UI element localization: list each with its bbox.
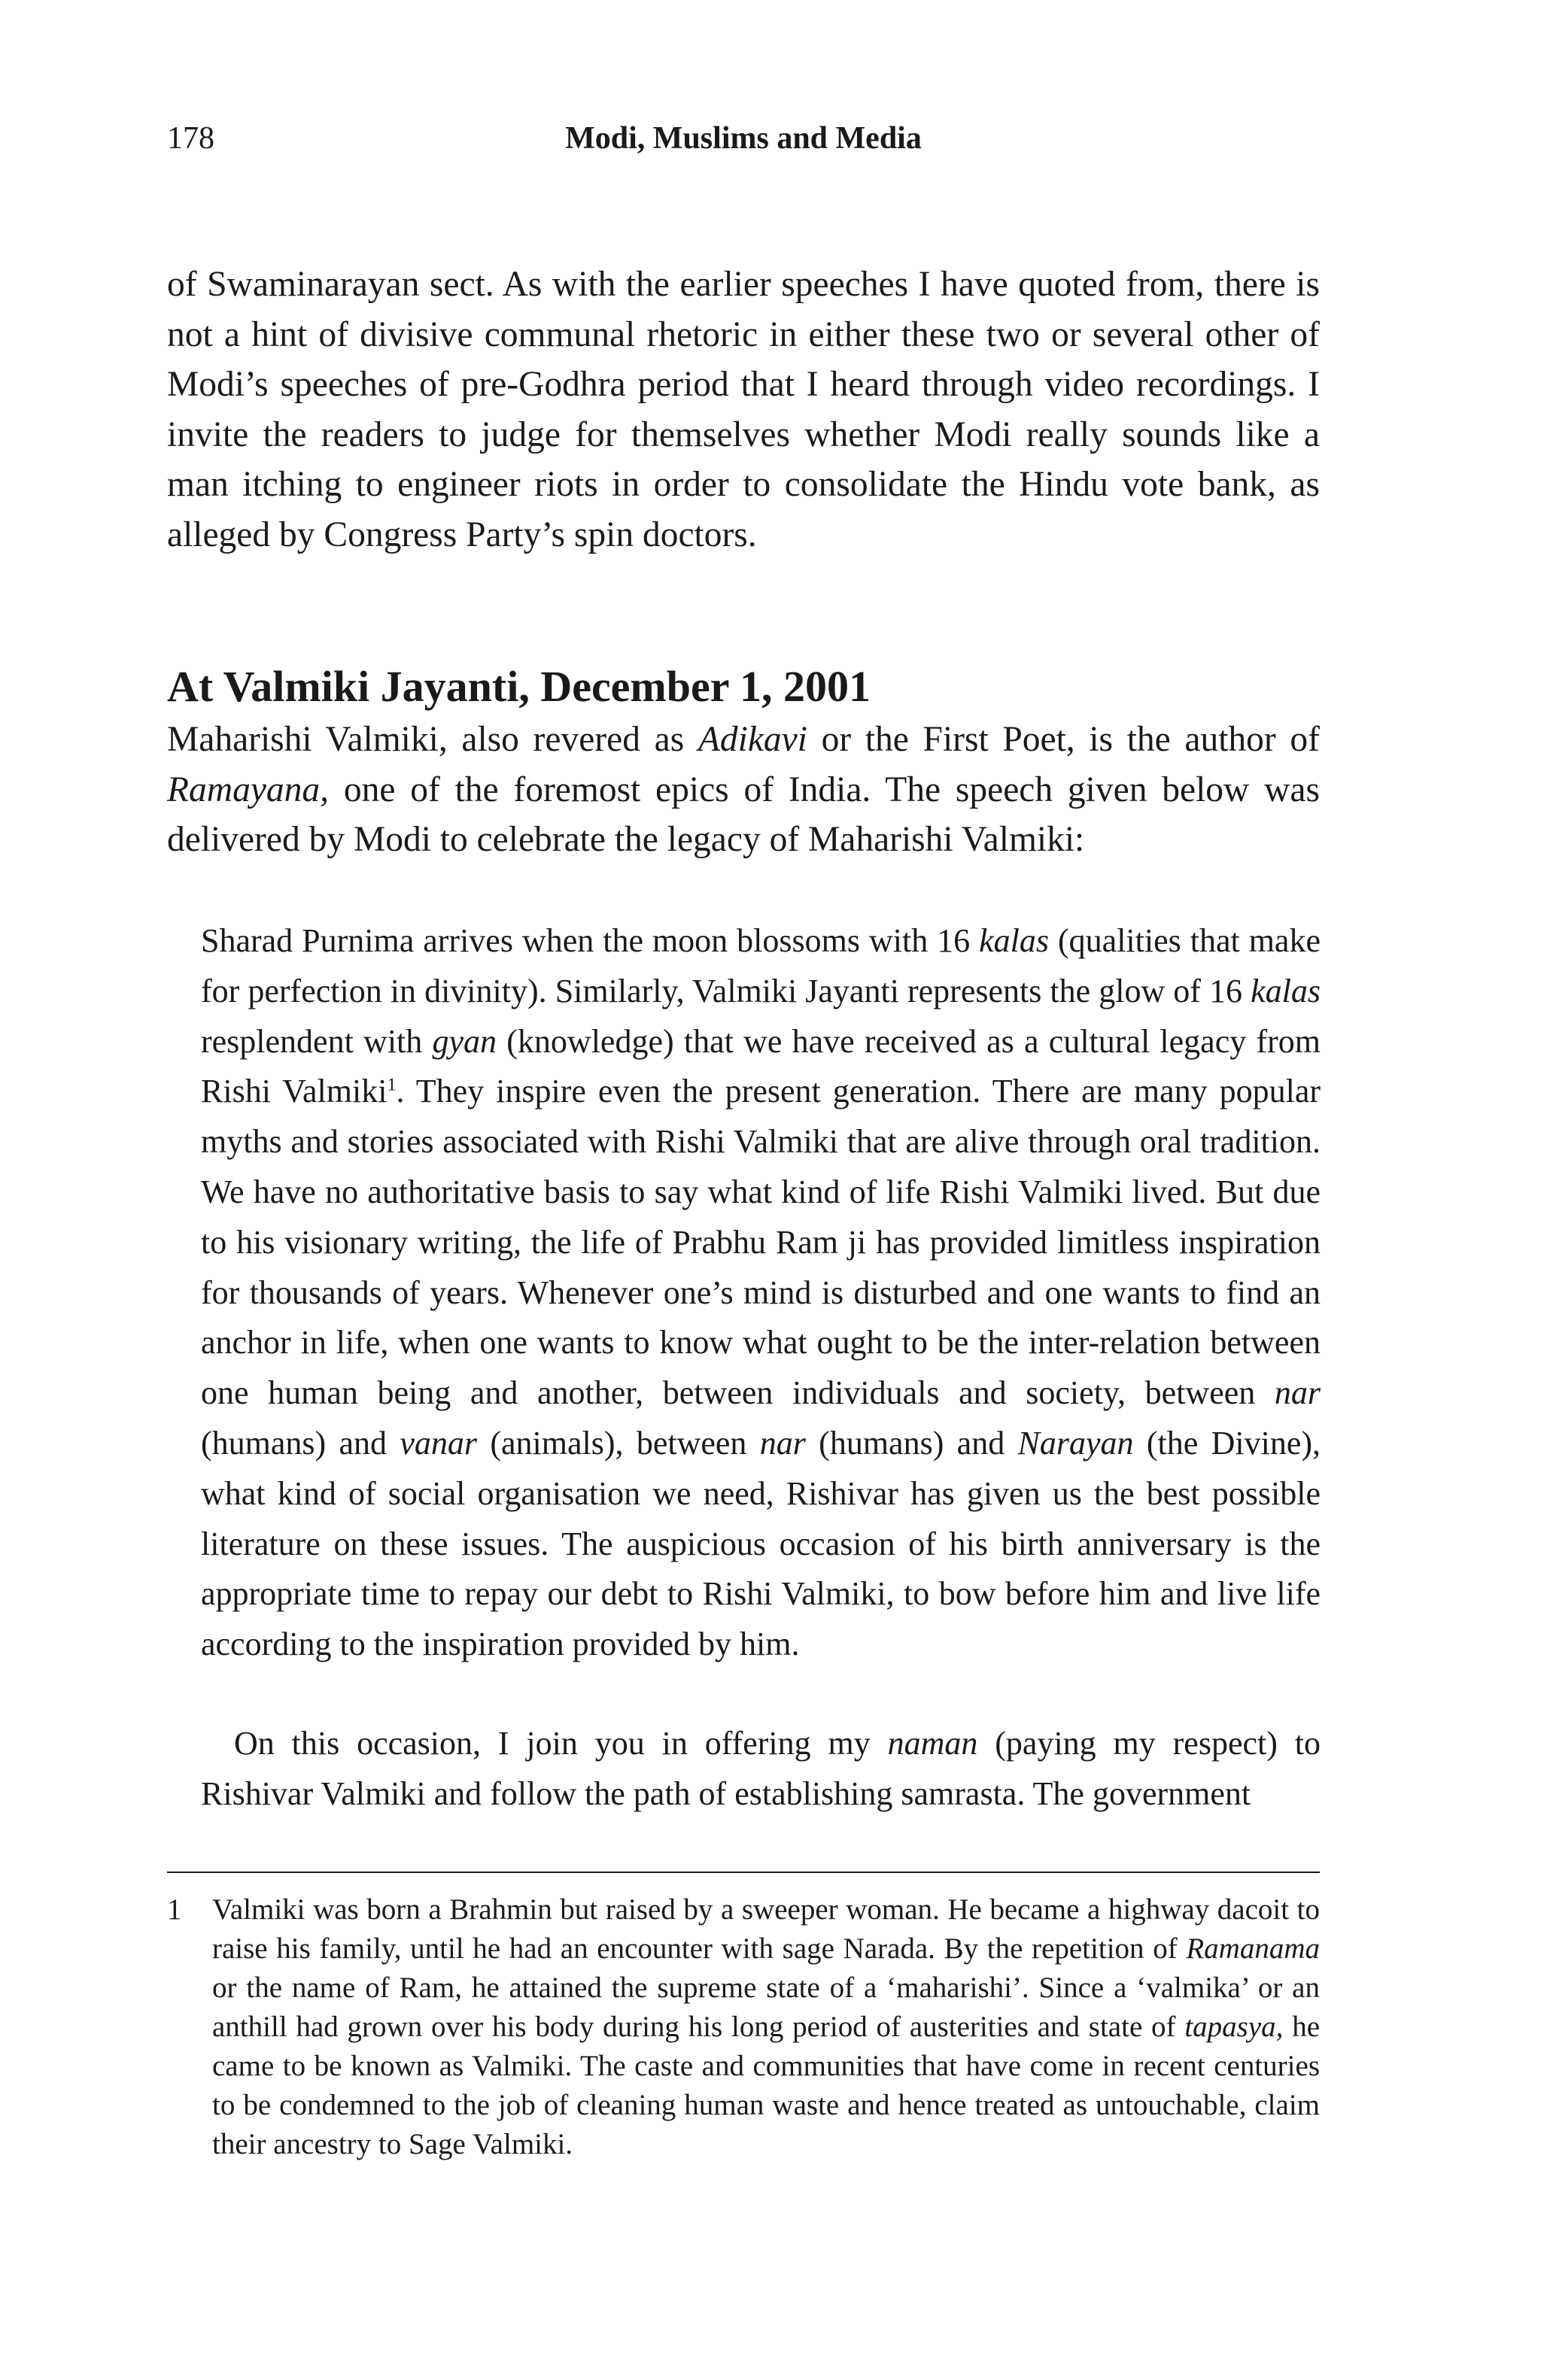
speech-quote-paragraph-1: Sharad Purnima arrives when the moon blossoms with 16 kalas (qualities that make for perfection in divinity). Similarly, Valmiki Jayanti represents the glow of 16 kalas resplendent with gyan (knowledge) that we have received as a cultural legacy from Rishi Valmiki$^1$. They inspire even the present generation. There are many popular myths and stories associated with Rishi Valmiki that are alive through oral tradition. We have no authoritative basis to say what kind of life Rishi Valmiki lived. But due to his visionary writing, the life of Prabhu Ram ji has provided limitless inspiration for thousands of years. Whenever one’s mind is disturbed and one wants to find an anchor in life, when one wants to know what ought to be the inter-relation between one human being and another, between individuals and society, between nar (humans) and vanar (animals), between nar (humans) and Narayan (the Divine), what kind of social organisation we need, Rishivar has given us the best possible literature on these issues. The auspicious occasion of his birth anniversary is the appropriate time to repay our debt to Rishi Valmiki, to bow before him and live life according to the inspiration provided by him. (201, 922, 1321, 1663)
intro-paragraph: of Swaminarayan sect. As with the earlier speeches I have quoted from, there is not a hint of divisive communal rhetoric in either these two or several other of Modi’s speeches of pre-Godhra period that I heard through video recordings. I invite the readers to judge for themselves whether Modi really sounds like a man itching to engineer riots in order to consolidate the Hindu vote bank, as alleged by Congress Party’s spin doctors. (167, 265, 1320, 554)
speech-quote-paragraph-2: On this occasion, I join you in offering my naman (paying my respect) to Rishivar Valmiki and follow the path of establishing samrasta. The government (201, 1725, 1321, 1812)
section-intro-paragraph: Maharishi Valmiki, also revered as Adikavi or the First Poet, is the author of Ramayana, one of the foremost epics of India. The speech given below was delivered by Modi to celebrate the legacy of Maharishi Valmiki: (167, 720, 1320, 859)
footnote-text: Valmiki was born a Brahmin but raised by a sweeper woman. He became a highway dacoit to raise his family, until he had an encounter with sage Narada. By the repetition of Ramanama or the name of Ram, he attained the supreme state of a ‘maharishi’. Since a ‘valmika’ or an anthill had grown over his body during his long period of austerities and state of tapasya, he came to be known as Valmiki. The caste and communities that have come in recent centuries to be condemned to the job of cleaning human waste and hence treated as untouchable, claim their ancestry to Sage Valmiki. (212, 1893, 1320, 2160)
running-head (167, 120, 1320, 158)
footnote (167, 1890, 1320, 2164)
footnote-reference: 1 (387, 1074, 397, 1095)
book-title: Modi, Muslims and Media (565, 121, 922, 156)
section-heading: At Valmiki Jayanti, December 1, 2001 (167, 662, 871, 711)
page-number: 178 (167, 121, 214, 156)
footnote-divider (167, 1872, 1320, 1873)
footnote-number: 1 (167, 1893, 182, 1926)
